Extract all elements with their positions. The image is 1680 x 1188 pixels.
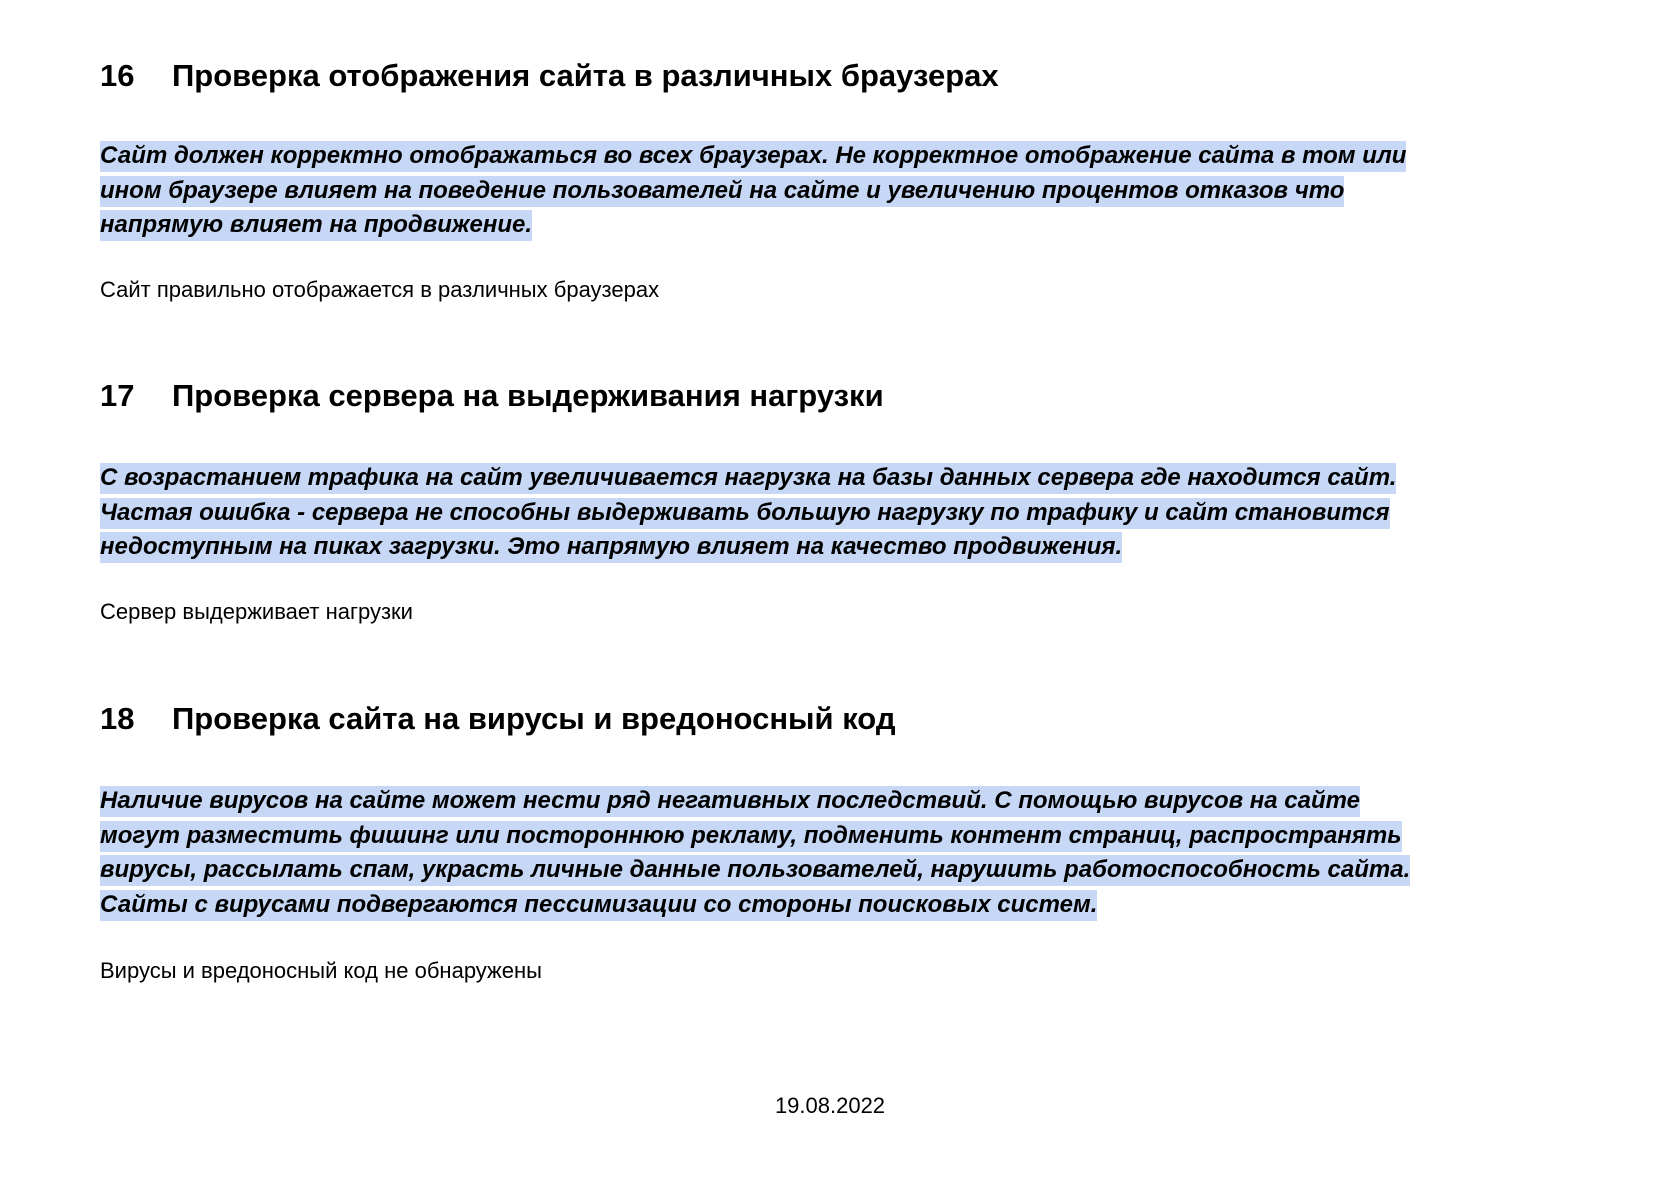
section-description xyxy=(100,139,1580,243)
description-line: Частая ошибка - сервера не способны выдерживать большую нагрузку по трафику и сайт становится xyxy=(100,498,1390,529)
description-line: могут разместить фишинг или постороннюю рекламу, подменить контент страниц, распространять xyxy=(100,821,1402,852)
section-heading xyxy=(100,699,1580,739)
section-description xyxy=(100,461,1580,565)
section-result: Вирусы и вредоносный код не обнаружены xyxy=(100,958,542,983)
section-number: 18 xyxy=(100,701,135,736)
description-line: Сайт должен корректно отображаться во всех браузерах. Не корректное отображение сайта в том или xyxy=(100,141,1406,172)
section-result: Сервер выдерживает нагрузки xyxy=(100,598,413,624)
section-title: Проверка сервера на выдерживания нагрузки xyxy=(172,378,884,413)
description-line: недоступным на пиках загрузки. Это напрямую влияет на качество продвижения. xyxy=(100,532,1122,563)
description-line: Сайты с вирусами подвергаются пессимизации со стороны поисковых систем. xyxy=(100,890,1097,921)
section-title: Проверка отображения сайта в различных браузерах xyxy=(172,58,999,93)
section-heading xyxy=(100,376,1580,416)
section-16 xyxy=(100,56,1580,305)
description-line: вирусы, рассылать спам, украсть личные данные пользователей, нарушить работоспособность сайта. xyxy=(100,855,1410,886)
description-line: Наличие вирусов на сайте может нести ряд негативных последствий. С помощью вирусов на сайте xyxy=(100,786,1360,817)
description-line: напрямую влияет на продвижение. xyxy=(100,210,532,241)
section-number: 17 xyxy=(100,378,135,413)
description-line: ином браузере влияет на поведение пользователей на сайте и увеличению процентов отказов что xyxy=(100,176,1344,207)
section-number: 16 xyxy=(100,58,135,93)
section-result: Сайт правильно отображается в различных браузерах xyxy=(100,276,660,302)
description-line: С возрастанием трафика на сайт увеличивается нагрузка на базы данных сервера где находится сайт. xyxy=(100,463,1396,494)
section-heading xyxy=(100,56,1580,96)
section-17 xyxy=(100,376,1580,627)
section-title: Проверка сайта на вирусы и вредоносный код xyxy=(172,701,896,736)
section-description xyxy=(100,784,1580,922)
footer-date: 19.08.2022 xyxy=(774,1093,886,1118)
section-18 xyxy=(100,699,1580,986)
